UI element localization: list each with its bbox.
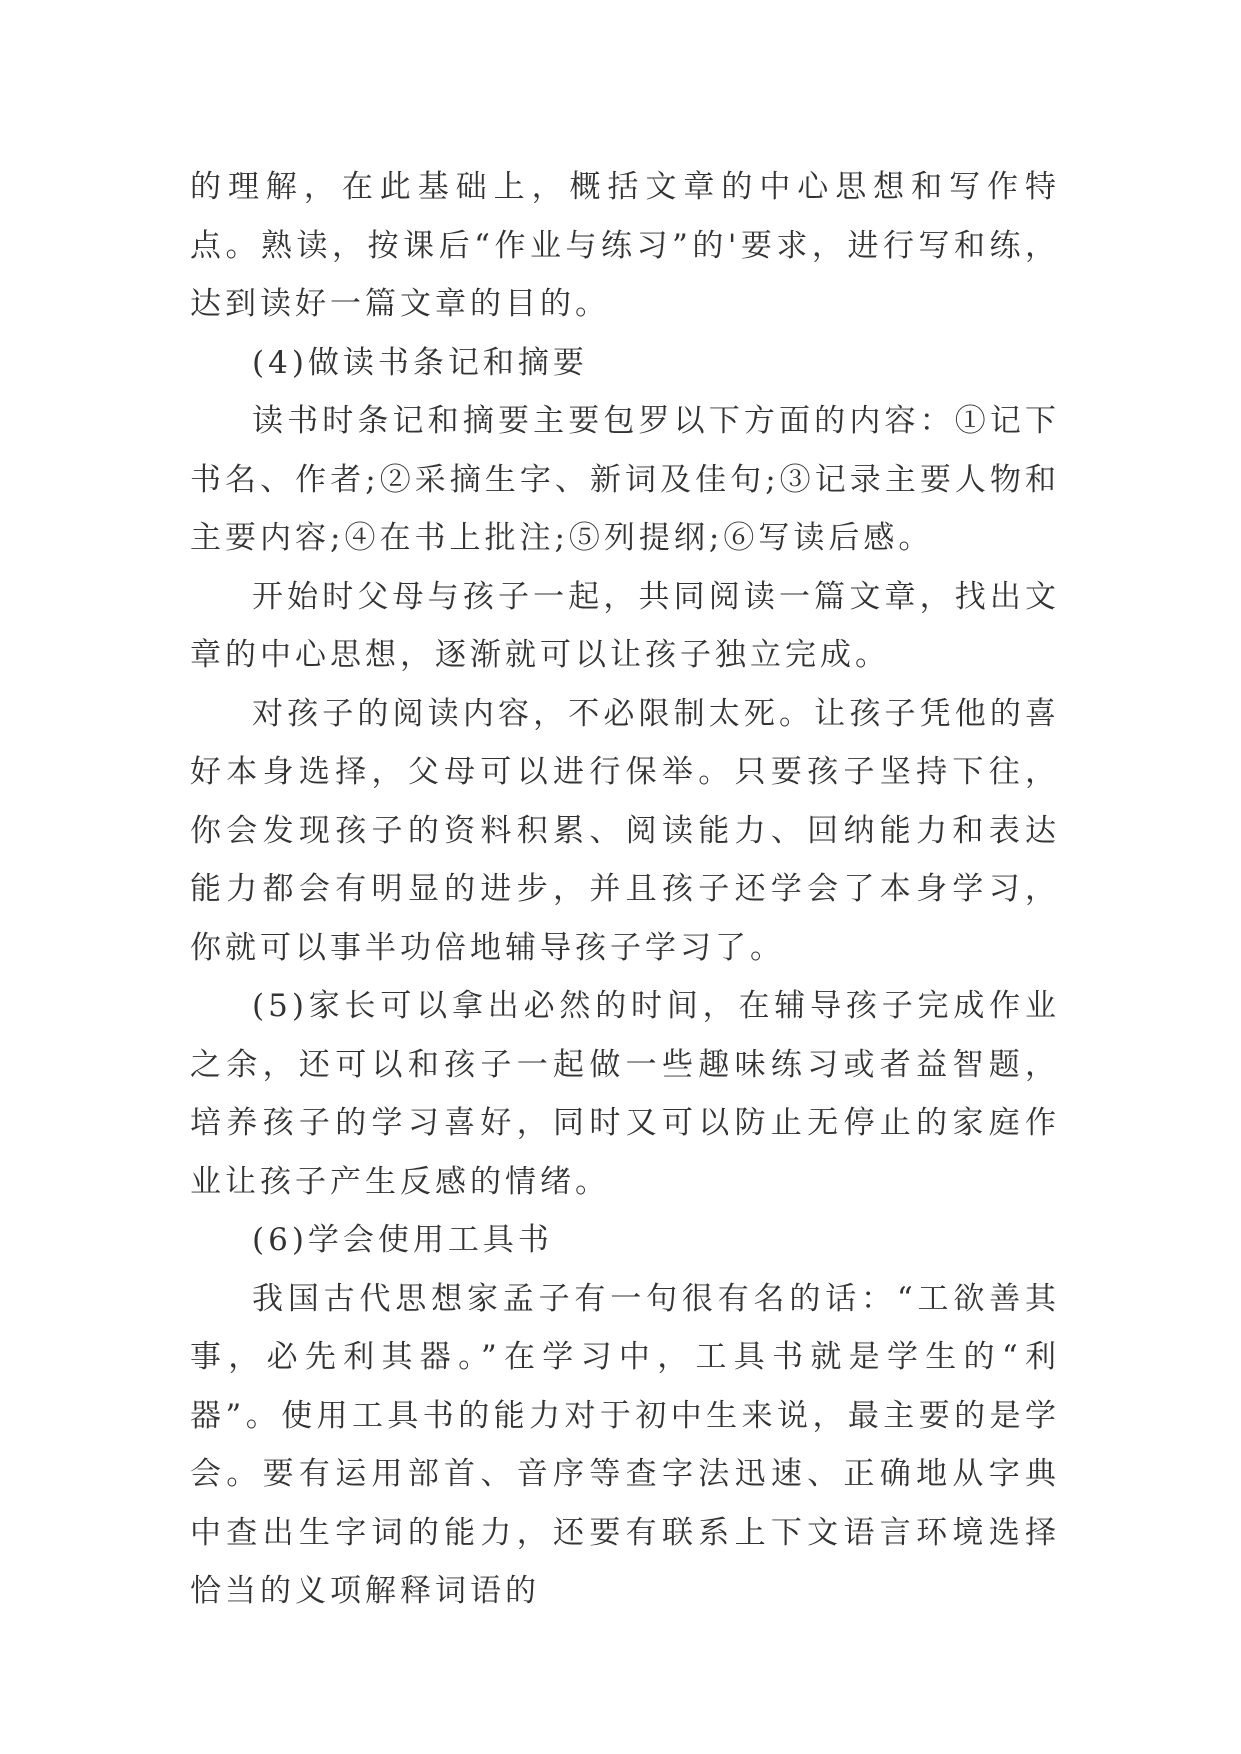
paragraph: 我国古代思想家孟子有一句很有名的话：“工欲善其事，必先利其器。”在学习中，工具书就是学生的“利器”。使用工具书的能力对于初中生来说，最主要的是学会。要有运用部首、音序等查字法迅速、正确地从字典中查出生字词的能力，还要有联系上下文语言环境选择恰当的义项解释词语的 [190,1280,1060,1609]
paragraph: 对孩子的阅读内容，不必限制太死。让孩子凭他的喜好本身选择，父母可以进行保举。只要孩子坚持下往，你会发现孩子的资料积累、阅读能力、回纳能力和表达能力都会有明显的进步，并且孩子还学会了本身学习，你就可以事半功倍地辅导孩子学习了。 [190,695,1060,966]
paragraph-continuation: 的理解，在此基础上，概括文章的中心思想和写作特点。熟读，按课后“作业与练习”的'要求，进行写和练，达到读好一篇文章的目的。 [190,169,1060,322]
paragraph: 开始时父母与孩子一起，共同阅读一篇文章，找出文章的中心思想，逐渐就可以让孩子独立完成。 [190,578,1060,673]
paragraph: (5)家长可以拿出必然的时间，在辅导孩子完成作业之余，还可以和孩子一起做一些趣味练习或者益智题，培养孩子的学习喜好，同时又可以防止无停止的家庭作业让孩子产生反感的情绪。 [190,988,1060,1200]
paragraph: 读书时条记和摘要主要包罗以下方面的内容：①记下书名、作者;②采摘生字、新词及佳句;③记录主要人物和主要内容;④在书上批注;⑤列提纲;⑥写读后感。 [190,403,1060,556]
heading-reading-notes: (4)做读书条记和摘要 [252,344,588,381]
heading-reference-books: (6)学会使用工具书 [252,1222,553,1258]
body-text [190,158,1060,1621]
